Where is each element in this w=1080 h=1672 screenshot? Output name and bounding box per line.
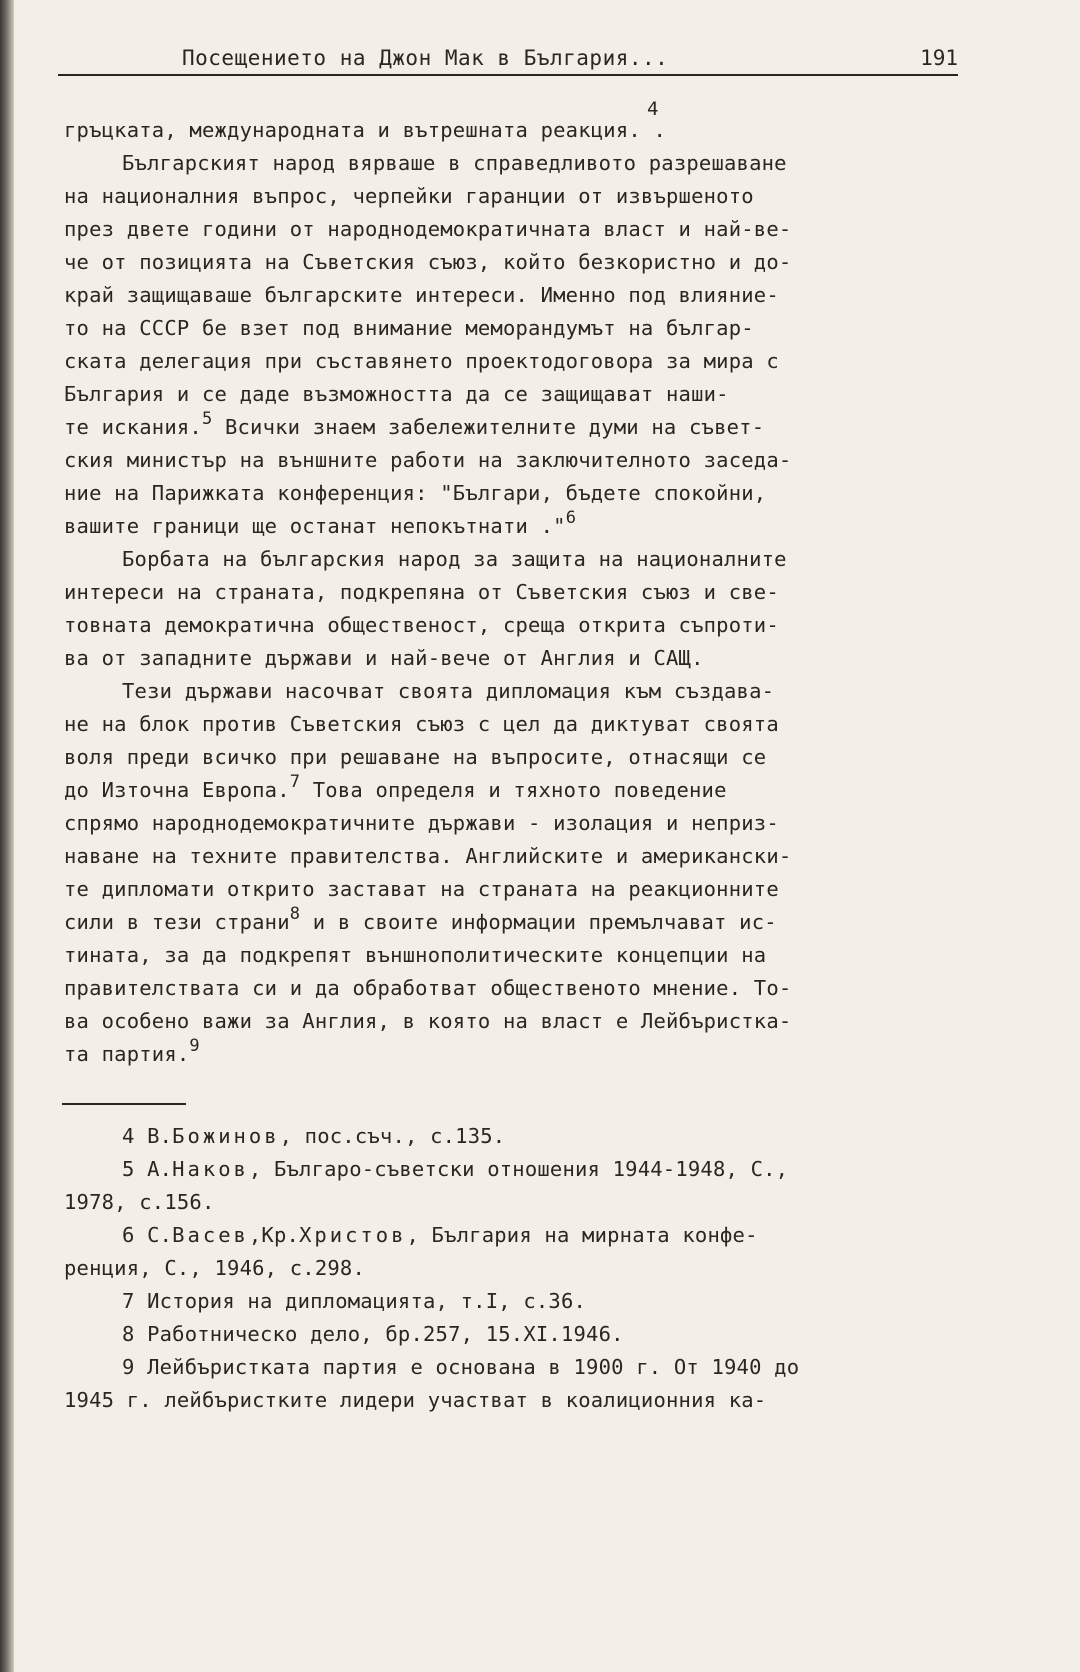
footnote-9-continuation: 1945 г. лейбъристките лидери участват в коалиционния ка- xyxy=(64,1388,767,1412)
running-title: Посещението на Джон Мак в България... xyxy=(182,46,669,70)
footnote-separator xyxy=(62,1103,186,1105)
footnote-ref: 8 xyxy=(289,904,301,924)
text-line: през двете години от народнодемократичната власт и най-ве- xyxy=(64,217,792,241)
text-line: ския министър на външните работи на заключителното заседа- xyxy=(64,448,792,472)
footnote-9: 9 Лейбъристката партия е основана в 1900 г. От 1940 до xyxy=(122,1355,800,1379)
text-line: Тези държави насочват своята дипломация към създава- xyxy=(122,679,775,703)
text-line: ние на Парижката конференция: "Българи, бъдете спокойни, xyxy=(64,481,767,505)
page-number: 191 xyxy=(920,46,958,70)
header-rule xyxy=(58,74,958,76)
text-line: наване на техните правителства. Английските и американски- xyxy=(64,844,792,868)
text-line: товната демократична общественост, среща открита съпроти- xyxy=(64,613,779,637)
text-line: България и се даде възможността да се защищават наши- xyxy=(64,382,729,406)
footnote-5: 5 А.Наков, Българо-съветски отношения 1944-1948, С., xyxy=(122,1157,789,1181)
footnote-ref: 5 xyxy=(201,409,213,429)
main-text xyxy=(64,98,952,1071)
footnote-4: 4 В.Божинов, пос.съч., с.135. xyxy=(122,1124,506,1148)
text-line: спрямо народнодемократичните държави - изолация и неприз- xyxy=(64,811,779,835)
text-line: сили в тези страни$^8$ и в своите информации премълчават ис- xyxy=(64,904,777,934)
text-line: на националния въпрос, черпейки гаранции от извършеното xyxy=(64,184,754,208)
footnote-ref: 6 xyxy=(565,508,577,528)
running-header xyxy=(58,42,958,76)
footnote-8: 8 Работническо дело, бр.257, 15.XI.1946. xyxy=(122,1322,624,1346)
footnote-5-continuation: 1978, с.156. xyxy=(64,1190,215,1214)
text-line: воля преди всичко при решаване на въпросите, отнасящи се xyxy=(64,745,767,769)
text-line: вашите граници ще останат непокътнати ."$^6$ xyxy=(64,508,577,538)
footnote-ref: 7 xyxy=(289,772,301,792)
footnote-6: 6 С.Васев,Кр.Христов, България на мирната конфе- xyxy=(122,1223,758,1247)
text-line: тината, за да подкрепят външнополитическите концепции на xyxy=(64,943,767,967)
text-line: то на СССР бе взет под внимание меморандумът на българ- xyxy=(64,316,754,340)
footnote-ref: 9 xyxy=(189,1036,200,1056)
text-line: ската делегация при съставянето проектодоговора за мира с xyxy=(64,349,779,373)
text-line: че от позицията на Съветския съюз, който безкористно и до- xyxy=(64,250,792,274)
text-line: Борбата на българския народ за защита на националните xyxy=(122,547,787,571)
footnotes xyxy=(64,1120,952,1417)
text-line: до Източна Европа.$^7$ Това определя и тяхното поведение xyxy=(64,772,727,802)
text-line: интереси на страната, подкрепяна от Съветския съюз и све- xyxy=(64,580,779,604)
text-line: Българският народ вярваше в справедливото разрешаване xyxy=(122,151,787,175)
text-line: не на блок против Съветския съюз с цел да диктуват своята xyxy=(64,712,779,736)
footnote-6-continuation: ренция, С., 1946, с.298. xyxy=(64,1256,366,1280)
text-line: край защищаваше българските интереси. Именно под влияние- xyxy=(64,283,779,307)
text-line: те искания.$^5$ Всички знаем забележителните думи на съвет- xyxy=(64,409,765,439)
text-line: ва особено важи за Англия, в която на власт е Лейбъристка- xyxy=(64,1009,792,1033)
text-line: правителствата си и да обработват общественото мнение. То- xyxy=(64,976,792,1000)
text-line: ва от западните държави и най-вече от Англия и САЩ. xyxy=(64,646,704,670)
footnote-7: 7 История на дипломацията, т.I, с.36. xyxy=(122,1289,587,1313)
text-line: та партия.$^9$ xyxy=(64,1036,200,1066)
text-line: те дипломати открито застават на страната на реакционните xyxy=(64,877,779,901)
text-line: гръцката, международната и вътрешната реакция.4 . xyxy=(64,98,667,142)
